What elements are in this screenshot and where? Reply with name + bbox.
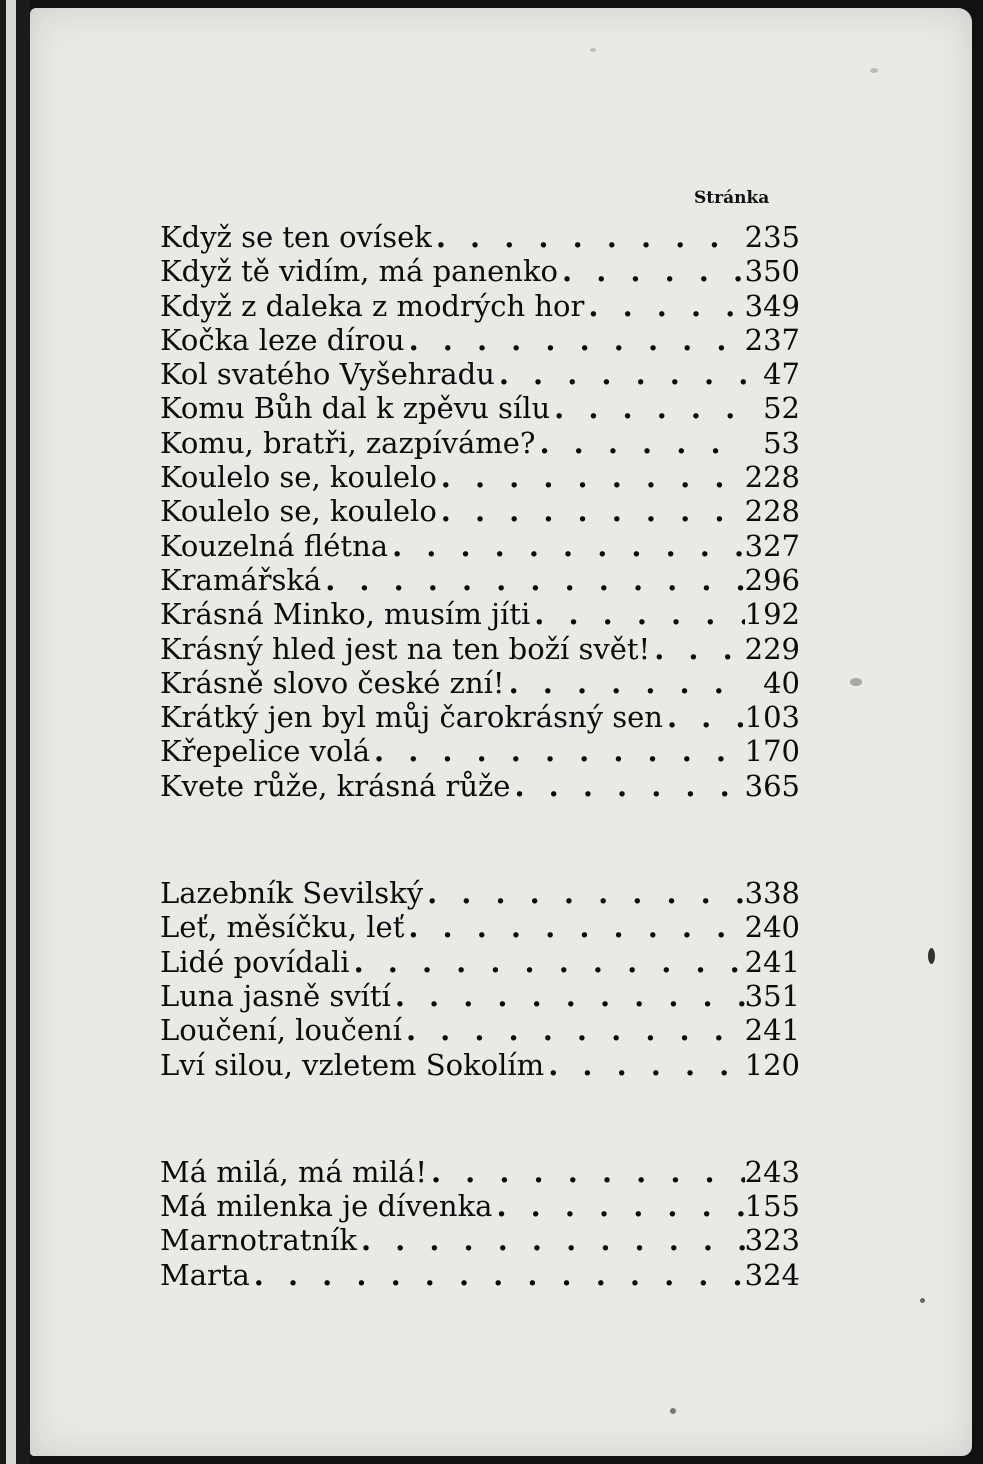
toc-entry: [160, 1013, 800, 1047]
entry-page: 350: [744, 254, 800, 289]
entry-title: Kol svatého Vyšehradu: [160, 357, 495, 392]
dot-leader: [423, 876, 745, 910]
entry-page: 296: [744, 562, 800, 597]
dot-leader: [437, 460, 745, 494]
dot-leader: [402, 1013, 745, 1047]
entry-page: 228: [744, 494, 800, 529]
toc-entry: [160, 254, 800, 288]
dot-leader: [357, 1223, 745, 1257]
entry-title: Krásně slovo české zní!: [160, 665, 505, 700]
dot-leader: [535, 426, 746, 460]
entry-title: Marta: [160, 1257, 250, 1292]
toc-section-l: [160, 876, 800, 1082]
entry-page: 228: [744, 460, 800, 495]
toc-entry: [160, 1048, 800, 1082]
dot-leader: [432, 220, 745, 254]
toc-entry: [160, 426, 800, 460]
toc-entry: [160, 1223, 800, 1257]
toc-entry: [160, 734, 800, 768]
entry-title: Křepelice volá: [160, 734, 370, 769]
toc-entry: [160, 391, 800, 425]
dot-leader: [388, 529, 745, 563]
toc-entry: [160, 220, 800, 254]
dot-leader: [530, 597, 744, 631]
toc-entry: [160, 666, 800, 700]
entry-page: 237: [744, 322, 800, 357]
toc-entry: [160, 632, 800, 666]
dot-leader: [495, 357, 746, 391]
entry-page: 241: [744, 944, 800, 979]
toc-entry: [160, 460, 800, 494]
entry-page: 324: [744, 1257, 800, 1292]
entry-title: Loučení, loučení: [160, 1013, 402, 1048]
entry-page: 351: [744, 978, 800, 1013]
entry-title: Lví silou, vzletem Sokolím: [160, 1047, 545, 1082]
dot-leader: [492, 1189, 744, 1223]
toc-entry: [160, 700, 800, 734]
toc-entry: [160, 289, 800, 323]
toc-entry: [160, 494, 800, 528]
entry-title: Kočka leze dírou: [160, 322, 405, 357]
entry-page: 170: [744, 734, 800, 769]
dot-leader: [404, 910, 744, 944]
entry-page: 52: [763, 391, 800, 426]
page-column-header: Stránka: [694, 188, 770, 208]
entry-page: 120: [744, 1047, 800, 1082]
entry-title: Komu, bratři, zazpíváme?: [160, 425, 536, 460]
toc-entry: [160, 945, 800, 979]
entry-title: Lazebník Sevilský: [160, 876, 424, 911]
dot-leader: [558, 254, 745, 288]
entry-title: Kouzelná flétna: [160, 528, 389, 563]
entry-page: 229: [744, 631, 800, 666]
table-of-contents: [160, 220, 800, 1292]
entry-title: Komu Bůh dal k zpěvu sílu: [160, 391, 551, 426]
entry-page: 192: [744, 597, 800, 632]
dot-leader: [584, 289, 744, 323]
dot-leader: [550, 391, 746, 425]
dot-leader: [544, 1048, 744, 1082]
dot-leader: [405, 323, 745, 357]
entry-title: Krásná Minko, musím jíti: [160, 597, 531, 632]
entry-title: Má milá, má milá!: [160, 1154, 427, 1189]
entry-page: 235: [744, 220, 800, 254]
entry-title: Když z daleka z modrých hor: [160, 288, 585, 323]
dot-leader: [427, 1155, 745, 1189]
entry-page: 241: [744, 1013, 800, 1048]
entry-title: Leť, měsíčku, leť: [160, 910, 405, 945]
entry-title: Lidé povídali: [160, 944, 350, 979]
dot-leader: [350, 945, 745, 979]
entry-page: 349: [744, 288, 800, 323]
toc-entry: [160, 323, 800, 357]
entry-page: 323: [744, 1223, 800, 1258]
entry-page: 327: [744, 528, 800, 563]
dot-leader: [505, 666, 746, 700]
toc-entry: [160, 563, 800, 597]
entry-title: Marnotratník: [160, 1223, 357, 1258]
toc-entry: [160, 597, 800, 631]
toc-entry: [160, 979, 800, 1013]
entry-page: 53: [763, 425, 800, 460]
entry-title: Krátký jen byl můj čarokrásný sen: [160, 700, 663, 735]
entry-page: 40: [763, 665, 800, 700]
entry-title: Krásný hled jest na ten boží svět!: [160, 631, 651, 666]
entry-page: 47: [763, 357, 800, 392]
dot-leader: [250, 1258, 745, 1292]
dot-leader: [510, 769, 744, 803]
toc-entry: [160, 529, 800, 563]
entry-title: Když se ten ovísek: [160, 220, 432, 254]
dot-leader: [437, 494, 745, 528]
entry-page: 365: [744, 768, 800, 803]
entry-title: Kramářská: [160, 562, 322, 597]
toc-entry: [160, 1155, 800, 1189]
toc-entry: [160, 1258, 800, 1292]
toc-entry: [160, 876, 800, 910]
dot-leader: [370, 734, 745, 768]
toc-entry: [160, 910, 800, 944]
dot-leader: [321, 563, 744, 597]
dot-leader: [391, 979, 745, 1013]
entry-title: Má milenka je dívenka: [160, 1189, 493, 1224]
entry-page: 243: [744, 1154, 800, 1189]
toc-entry: [160, 1189, 800, 1223]
toc-entry: [160, 769, 800, 803]
entry-title: Luna jasně svítí: [160, 978, 391, 1013]
entry-page: 240: [744, 910, 800, 945]
dot-leader: [650, 632, 744, 666]
toc-entry: [160, 357, 800, 391]
entry-title: Koulelo se, koulelo: [160, 494, 437, 529]
entry-page: 338: [744, 876, 800, 911]
toc-section-k: [160, 220, 800, 803]
page-left-edge: [0, 0, 30, 1464]
dot-leader: [663, 700, 745, 734]
entry-title: Když tě vidím, má panenko: [160, 254, 558, 289]
toc-section-m: [160, 1155, 800, 1292]
entry-title: Koulelo se, koulelo: [160, 460, 437, 495]
entry-page: 155: [744, 1189, 800, 1224]
entry-title: Kvete růže, krásná růže: [160, 768, 511, 803]
entry-page: 103: [744, 700, 800, 735]
